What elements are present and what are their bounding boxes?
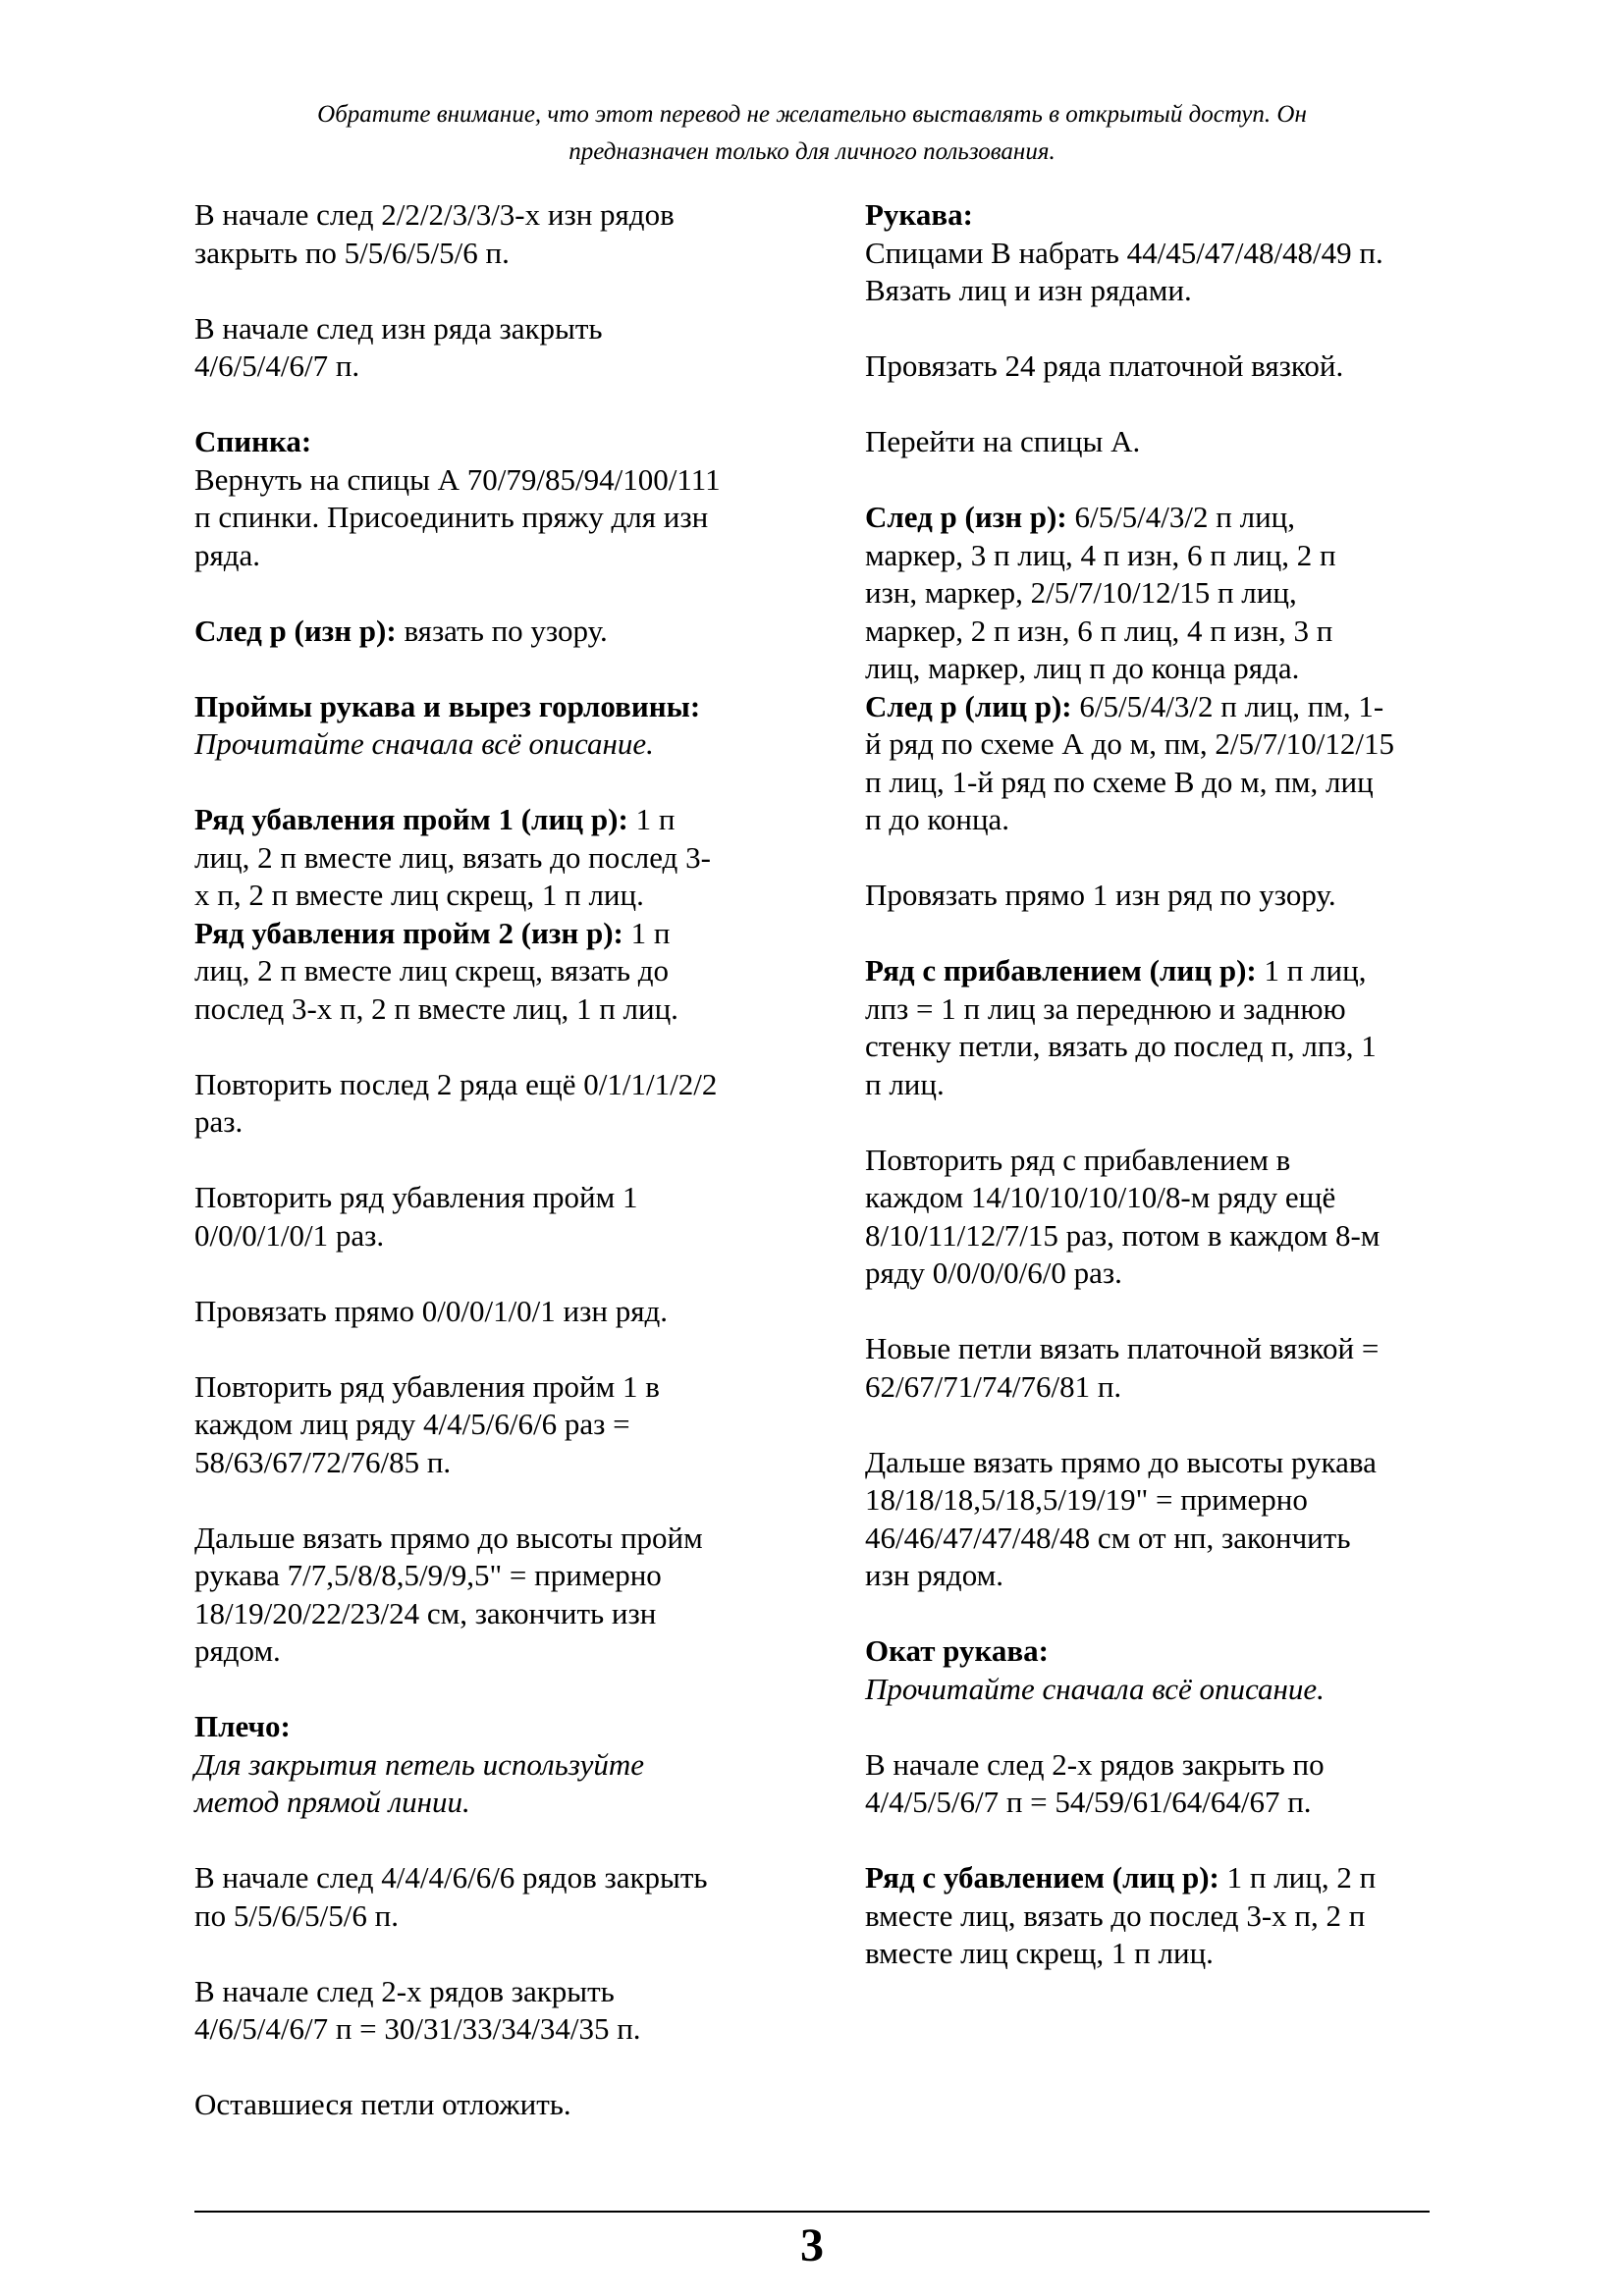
text-line: лпз = 1 п лиц за переднюю и заднюю <box>865 990 1346 1026</box>
text-line: Вернуть на спицы А 70/79/85/94/100/111 <box>194 461 721 497</box>
notice-line: Обратите внимание, что этот перевод не желательно выставлять в открытый доступ. Он <box>317 101 1307 128</box>
paragraph <box>194 1066 784 1142</box>
text-line <box>865 499 1454 537</box>
text-line: Провязать прямо 1 изн ряд по узору. <box>865 878 1336 912</box>
page-number: 3 <box>800 2219 824 2271</box>
text-line: послед 3-х п, 2 п вместе лиц, 1 п лиц. <box>194 990 678 1026</box>
text-line: изн рядом. <box>865 1558 1003 1592</box>
translation-notice <box>196 96 1428 171</box>
row-text: 6/5/5/4/3/2 п лиц, <box>1066 500 1296 534</box>
armhole-section <box>194 688 784 764</box>
text-line: 4/6/5/4/6/7 п. <box>194 348 360 383</box>
row-text: 1 п лиц, 2 п <box>1218 1860 1377 1895</box>
text-line: закрыть по 5/5/6/5/5/6 п. <box>194 235 510 270</box>
text-line: 18/19/20/22/23/24 см, закончить изн <box>194 1595 657 1630</box>
text-line: каждом 14/10/10/10/10/8-м ряду ещё <box>865 1180 1336 1214</box>
text-line: лиц, 2 п вместе лиц скрещ, вязать до <box>194 953 670 988</box>
text-line <box>194 613 784 651</box>
text-line: 58/63/67/72/76/85 п. <box>194 1444 452 1479</box>
paragraph <box>194 1520 784 1671</box>
text-line: п лиц. <box>865 1066 945 1101</box>
paragraph <box>865 952 1454 1103</box>
text-line: каждом лиц ряду 4/4/5/6/6/6 раз = <box>194 1407 630 1441</box>
text-line: п лиц, 1-й ряд по схеме В до м, пм, лиц <box>865 764 1374 799</box>
text-line: маркер, 2 п изн, 6 п лиц, 4 п изн, 3 п <box>865 613 1333 648</box>
text-line: Повторить ряд убавления пройм 1 в <box>194 1368 660 1404</box>
text-line: вместе лиц скрещ, 1 п лиц. <box>865 1936 1214 1970</box>
paragraph <box>865 499 1454 688</box>
paragraph <box>194 1859 784 1935</box>
paragraph <box>194 1179 784 1255</box>
paragraph <box>194 915 784 1029</box>
text-line: п до конца. <box>865 802 1010 836</box>
text-line: В начале след изн ряда закрыть <box>194 310 603 346</box>
text-line: Спицами В набрать 44/45/47/48/48/49 п. <box>865 235 1383 270</box>
text-line <box>865 1859 1454 1897</box>
row-label: Ряд с прибавлением (лиц р): <box>865 953 1257 988</box>
back-section <box>194 423 784 574</box>
text-line: Повторить ряд с прибавлением в <box>865 1142 1291 1177</box>
paragraph <box>865 1746 1454 1822</box>
text-line: 4/6/5/4/6/7 п = 30/31/33/34/34/35 п. <box>194 2011 641 2046</box>
text-line: Повторить послед 2 ряда ещё 0/1/1/1/2/2 <box>194 1066 718 1101</box>
text-line: 8/10/11/12/7/15 раз, потом в каждом 8-м <box>865 1217 1380 1253</box>
row-text: 1 п лиц, <box>1256 953 1367 988</box>
text-line <box>194 915 784 953</box>
row-label: Ряд убавления пройм 2 (изн р): <box>194 915 623 950</box>
section-heading: Проймы рукава и вырез горловины: <box>194 688 701 723</box>
paragraph <box>194 1368 784 1482</box>
text-line <box>194 801 784 839</box>
text-line <box>865 688 1454 726</box>
text-line: рукава 7/7,5/8/8,5/9/9,5" = примерно <box>194 1558 662 1592</box>
shoulder-section <box>194 1708 784 1822</box>
text-line: 0/0/0/1/0/1 раз. <box>194 1217 385 1253</box>
row-label: След р (изн р): <box>194 613 397 648</box>
row-text: 1 п <box>627 802 676 836</box>
text-line: изн, маркер, 2/5/7/10/12/15 п лиц, <box>865 575 1297 610</box>
paragraph <box>865 1142 1454 1293</box>
right-column <box>865 196 1454 2010</box>
paragraph <box>865 877 1454 915</box>
paragraph <box>865 347 1454 386</box>
sleeve-cap-section <box>865 1632 1454 1708</box>
left-column <box>194 196 784 2162</box>
sleeve-section <box>865 196 1454 310</box>
row-label: Ряд с убавлением (лиц р): <box>865 1860 1219 1895</box>
text-line: ряду 0/0/0/0/6/0 раз. <box>865 1255 1122 1290</box>
text-line: Провязать прямо 0/0/0/1/0/1 изн ряд. <box>194 1293 668 1328</box>
text-line: В начале след 2/2/2/3/3/3-х изн рядов <box>194 197 675 232</box>
section-heading: Окат рукава: <box>865 1633 1049 1668</box>
paragraph <box>194 1293 784 1331</box>
paragraph <box>865 688 1454 839</box>
paragraph <box>194 801 784 915</box>
text-line: 62/67/71/74/76/81 п. <box>865 1368 1122 1404</box>
paragraph <box>194 1973 784 2049</box>
text-line: х п, 2 п вместе лиц скрещ, 1 п лиц. <box>194 878 644 912</box>
paragraph <box>194 196 784 272</box>
text-line: Новые петли вязать платочной вязкой = <box>865 1331 1380 1365</box>
text-line: ряда. <box>194 537 261 572</box>
row-text: вязать по узору. <box>396 613 608 648</box>
paragraph <box>865 1444 1454 1595</box>
section-note: Прочитайте сначала всё описание. <box>865 1671 1325 1706</box>
text-line: лиц, маркер, лиц п до конца ряда. <box>865 651 1300 685</box>
row-text: 1 п <box>623 915 671 950</box>
row-label: След р (лиц р): <box>865 688 1072 723</box>
footer-divider <box>194 2211 1430 2213</box>
text-line: 4/4/5/5/6/7 п = 54/59/61/64/64/67 п. <box>865 1785 1312 1819</box>
section-note: метод прямой линии. <box>194 1785 470 1819</box>
text-line: лиц, 2 п вместе лиц, вязать до послед 3- <box>194 839 711 875</box>
text-line: й ряд по схеме А до м, пм, 2/5/7/10/12/15 <box>865 726 1394 761</box>
paragraph <box>865 1330 1454 1406</box>
paragraph <box>194 310 784 386</box>
text-line: маркер, 3 п лиц, 4 п изн, 6 п лиц, 2 п <box>865 537 1336 572</box>
text-line: Вязать лиц и изн рядами. <box>865 273 1192 307</box>
text-line: стенку петли, вязать до послед п, лпз, 1 <box>865 1029 1377 1063</box>
section-heading: Спинка: <box>194 424 312 458</box>
text-line <box>865 952 1454 990</box>
section-heading: Рукава: <box>865 197 973 232</box>
text-line: Оставшиеся петли отложить. <box>194 2087 571 2121</box>
text-line: Провязать 24 ряда платочной вязкой. <box>865 348 1344 383</box>
paragraph <box>865 423 1454 461</box>
paragraph <box>194 613 784 651</box>
section-note: Для закрытия петель используйте <box>194 1746 645 1782</box>
text-line: Дальше вязать прямо до высоты пройм <box>194 1520 703 1555</box>
row-label: Ряд убавления пройм 1 (лиц р): <box>194 802 628 836</box>
text-line: Повторить ряд убавления пройм 1 <box>194 1180 638 1214</box>
text-line: рядом. <box>194 1633 281 1668</box>
row-label: След р (изн р): <box>865 500 1067 534</box>
notice-line: предназначен только для личного пользования. <box>568 138 1056 165</box>
paragraph <box>194 2086 784 2124</box>
text-line: по 5/5/6/5/5/6 п. <box>194 1897 399 1933</box>
paragraph <box>865 1859 1454 1973</box>
text-line: вместе лиц, вязать до послед 3-х п, 2 п <box>865 1897 1366 1933</box>
text-line: 46/46/47/47/48/48 см от нп, закончить <box>865 1520 1351 1555</box>
row-text: 6/5/5/4/3/2 п лиц, пм, 1- <box>1071 688 1384 723</box>
text-line: п спинки. Присоединить пряжу для изн <box>194 500 709 534</box>
text-line: 18/18/18,5/18,5/19/19" = примерно <box>865 1482 1308 1517</box>
text-line: В начале след 2-х рядов закрыть по <box>865 1746 1325 1782</box>
text-line: В начале след 2-х рядов закрыть <box>194 1973 615 2008</box>
text-line: Дальше вязать прямо до высоты рукава <box>865 1444 1377 1479</box>
text-line: В начале след 4/4/4/6/6/6 рядов закрыть <box>194 1860 708 1895</box>
text-line: раз. <box>194 1104 244 1139</box>
section-heading: Плечо: <box>194 1709 291 1743</box>
section-note: Прочитайте сначала всё описание. <box>194 726 654 761</box>
text-line: Перейти на спицы А. <box>865 424 1141 458</box>
